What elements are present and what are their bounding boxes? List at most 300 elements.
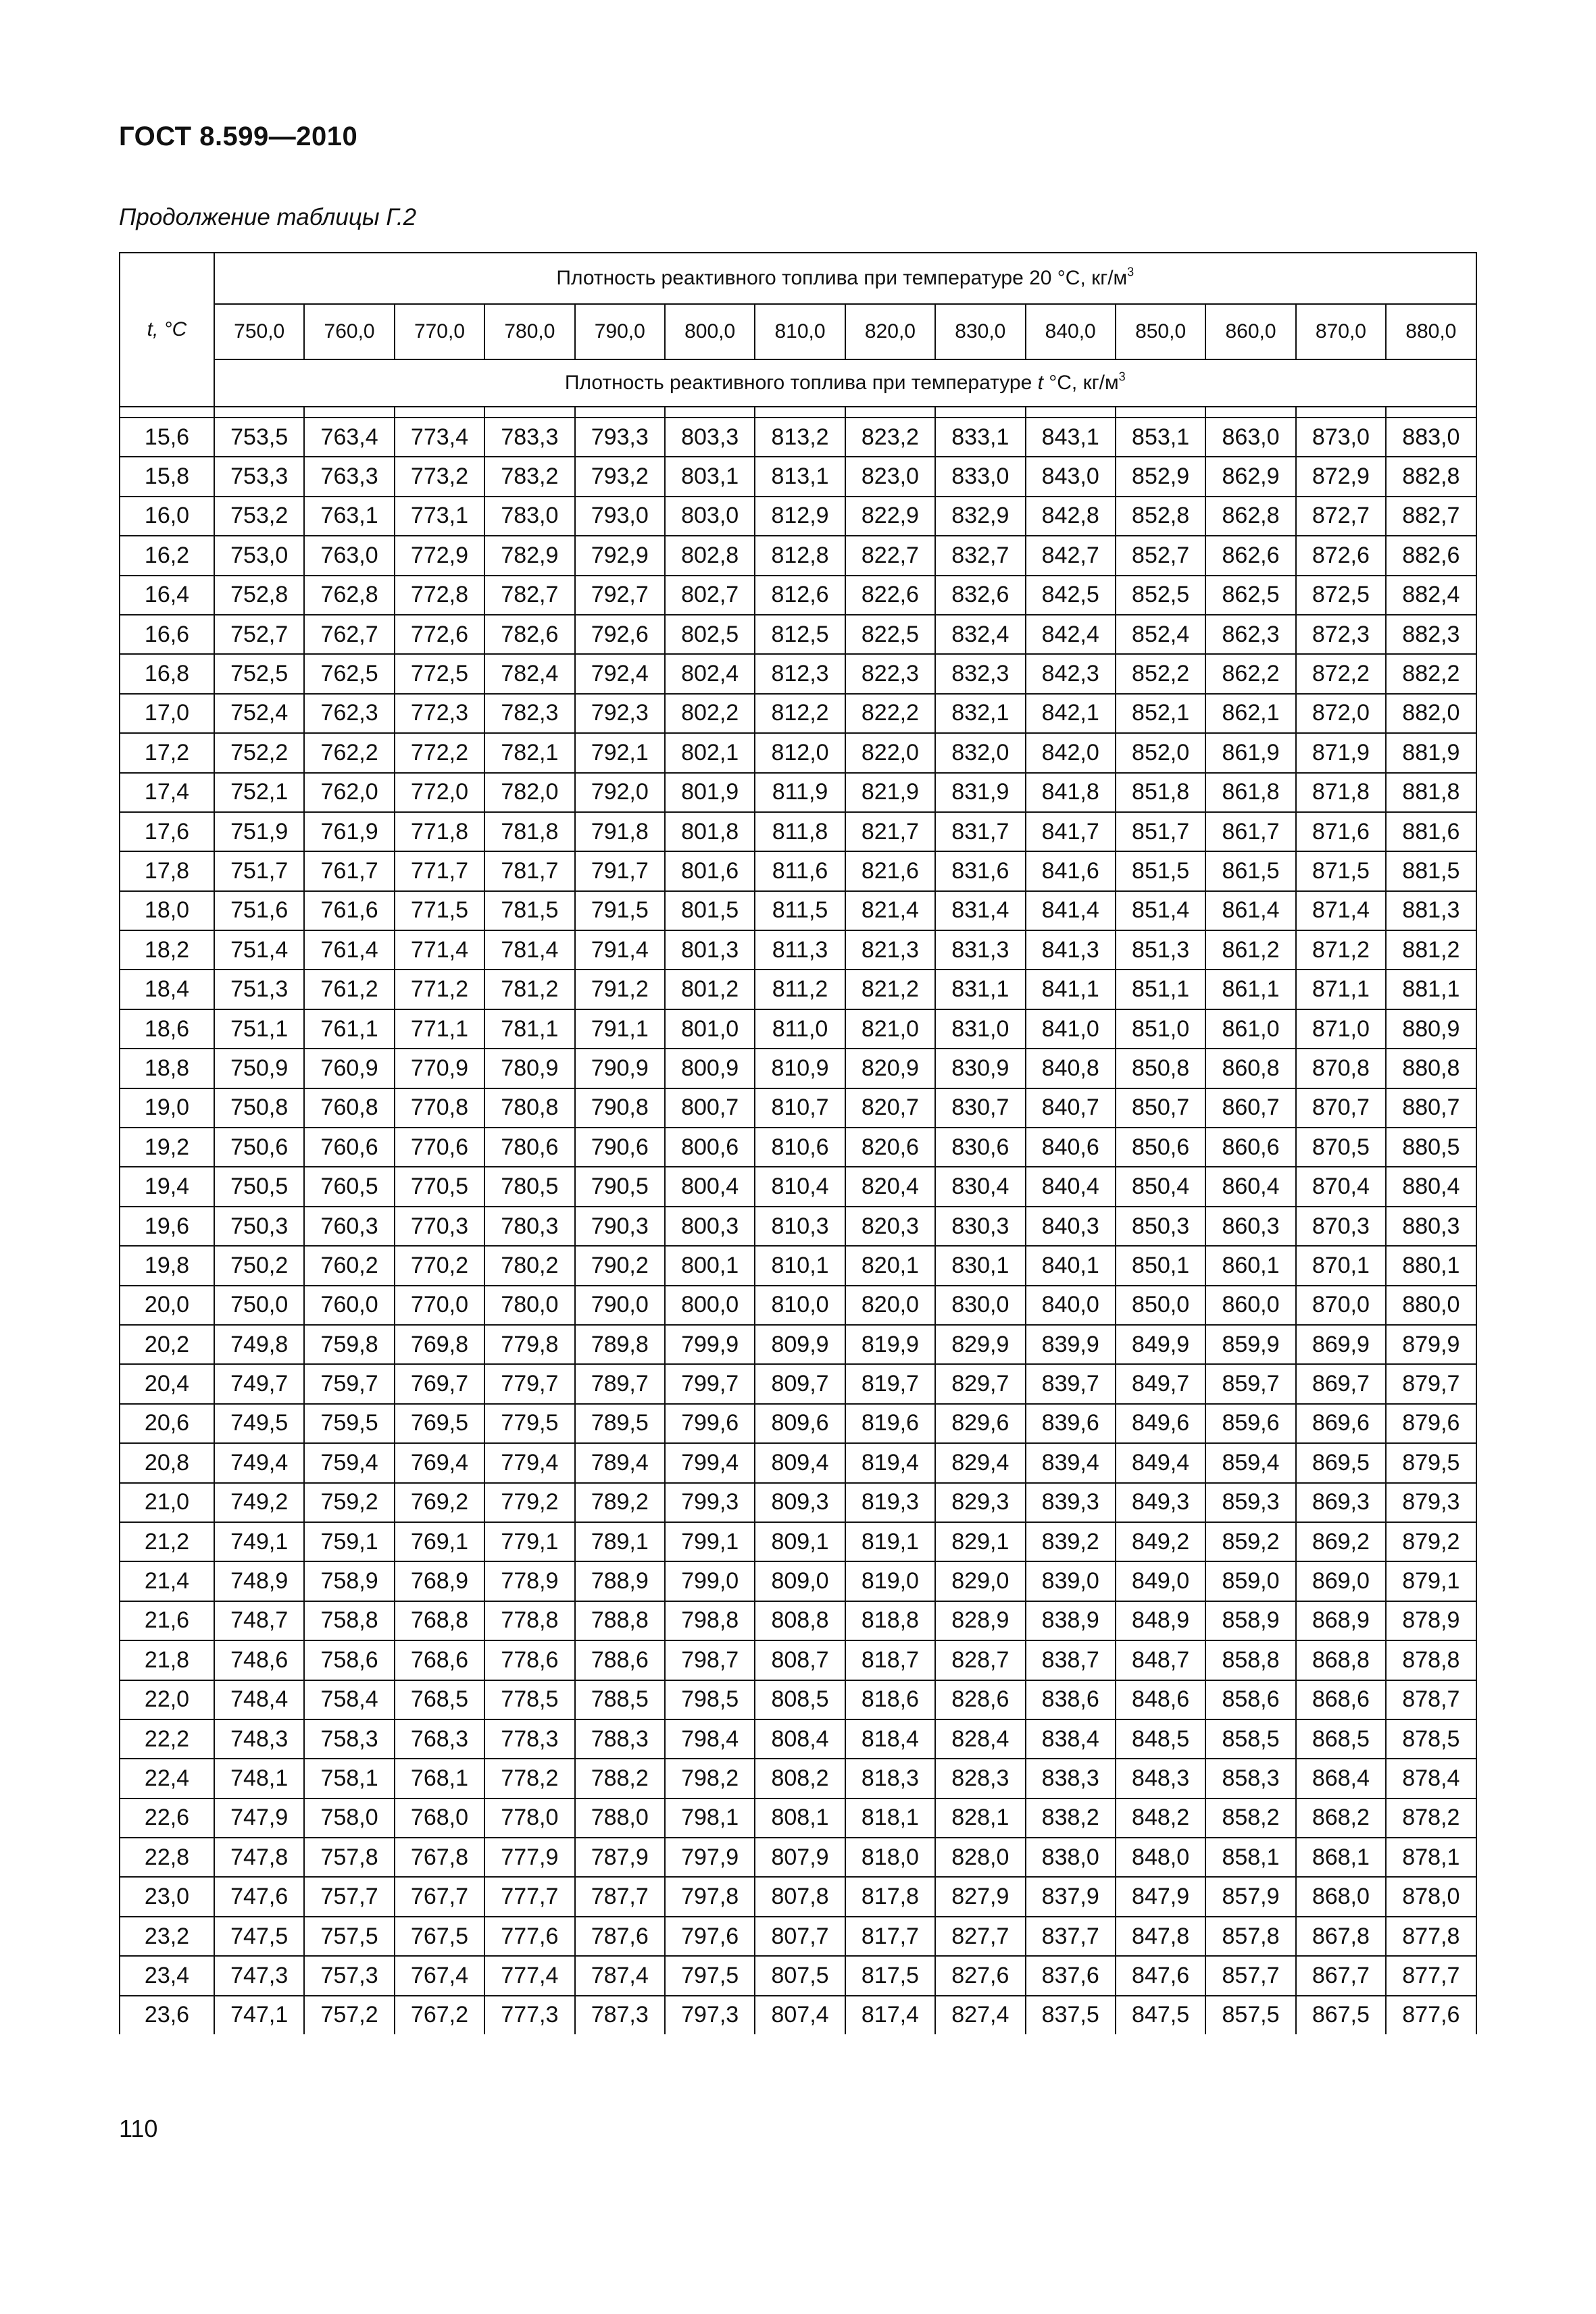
density-cell: 780,3 [484,1207,574,1246]
density-cell: 878,0 [1386,1877,1476,1916]
density-cell: 860,3 [1205,1207,1295,1246]
density-cell: 819,9 [845,1325,935,1364]
density-cell: 801,6 [665,851,755,890]
density-cell: 871,0 [1296,1009,1386,1049]
density-cell: 862,2 [1205,654,1295,693]
temperature-cell: 20,2 [120,1325,214,1364]
density-cell: 777,7 [484,1877,574,1916]
density-cell: 878,9 [1386,1601,1476,1640]
density-cell: 772,0 [395,773,484,812]
density-cell: 798,7 [665,1640,755,1680]
density-cell: 843,1 [1026,418,1116,457]
density-cell: 779,8 [484,1325,574,1364]
density-cell: 751,3 [214,970,304,1009]
density-cell: 759,5 [304,1404,394,1443]
density-cell: 748,7 [214,1601,304,1640]
density-cell: 810,6 [755,1128,845,1167]
density-cell: 871,2 [1296,930,1386,970]
density-cell: 841,8 [1026,773,1116,812]
density-cell: 758,1 [304,1759,394,1798]
density-cell: 849,7 [1116,1364,1205,1403]
density-cell: 870,7 [1296,1088,1386,1128]
density-cell: 762,8 [304,576,394,615]
column-header: 830,0 [935,304,1025,359]
density-cell: 749,4 [214,1443,304,1482]
density-cell: 859,4 [1205,1443,1295,1482]
density-cell: 838,2 [1026,1799,1116,1838]
density-cell: 871,8 [1296,773,1386,812]
density-cell: 879,5 [1386,1443,1476,1482]
column-header: 770,0 [395,304,484,359]
density-cell: 760,5 [304,1167,394,1206]
density-cell: 762,5 [304,654,394,693]
density-cell: 782,7 [484,576,574,615]
density-cell: 748,4 [214,1680,304,1719]
density-cell: 850,4 [1116,1167,1205,1206]
column-header: 860,0 [1205,304,1295,359]
density-cell: 882,6 [1386,536,1476,575]
density-cell: 752,4 [214,694,304,733]
density-cell: 848,0 [1116,1838,1205,1877]
temperature-cell: 15,8 [120,457,214,496]
density-cell: 790,6 [575,1128,665,1167]
density-cell: 811,0 [755,1009,845,1049]
density-cell: 782,3 [484,694,574,733]
density-cell: 781,1 [484,1009,574,1049]
density-cell: 771,7 [395,851,484,890]
density-cell: 869,9 [1296,1325,1386,1364]
temperature-cell: 17,8 [120,851,214,890]
temperature-cell: 16,8 [120,654,214,693]
density-cell: 803,1 [665,457,755,496]
column-header: 800,0 [665,304,755,359]
density-cell: 801,3 [665,930,755,970]
table-row [120,654,1476,693]
temperature-cell: 23,6 [120,1996,214,2034]
density-cell: 748,6 [214,1640,304,1680]
top-header-cell [214,253,1476,304]
column-header: 760,0 [304,304,394,359]
table-row [120,733,1476,772]
density-cell: 818,6 [845,1680,935,1719]
density-cell: 809,9 [755,1325,845,1364]
density-cell: 881,8 [1386,773,1476,812]
table-row [120,1443,1476,1482]
density-cell: 832,0 [935,733,1025,772]
density-cell: 872,5 [1296,576,1386,615]
density-cell: 780,5 [484,1167,574,1206]
temperature-cell: 16,6 [120,615,214,654]
density-cell: 769,1 [395,1522,484,1561]
density-cell: 779,7 [484,1364,574,1403]
density-cell: 829,3 [935,1483,1025,1522]
density-cell: 871,4 [1296,891,1386,930]
density-cell: 832,6 [935,576,1025,615]
density-cell: 828,9 [935,1601,1025,1640]
density-cell: 861,7 [1205,812,1295,851]
density-cell: 761,2 [304,970,394,1009]
density-cell: 749,2 [214,1483,304,1522]
density-cell: 851,1 [1116,970,1205,1009]
density-cell: 852,8 [1116,497,1205,536]
density-cell: 772,3 [395,694,484,733]
density-cell: 857,5 [1205,1996,1295,2034]
top-header-text: Плотность реактивного топлива при температуре 20 °С, кг/м [556,267,1128,289]
density-cell: 808,8 [755,1601,845,1640]
density-cell: 747,8 [214,1838,304,1877]
temperature-cell: 23,2 [120,1917,214,1956]
table-row [120,694,1476,733]
density-cell: 801,2 [665,970,755,1009]
density-cell: 819,7 [845,1364,935,1403]
density-cell: 868,4 [1296,1759,1386,1798]
header-row-columns [120,304,1476,359]
density-cell: 780,0 [484,1286,574,1325]
density-cell: 882,8 [1386,457,1476,496]
table-row [120,891,1476,930]
density-cell: 820,7 [845,1088,935,1128]
density-cell: 867,7 [1296,1956,1386,1995]
density-cell: 761,9 [304,812,394,851]
density-cell: 753,3 [214,457,304,496]
density-cell: 840,8 [1026,1049,1116,1088]
density-cell: 787,6 [575,1917,665,1956]
density-cell: 862,1 [1205,694,1295,733]
density-cell: 839,4 [1026,1443,1116,1482]
density-cell: 818,0 [845,1838,935,1877]
separator-cell [304,407,394,418]
density-cell: 859,9 [1205,1325,1295,1364]
density-cell: 749,1 [214,1522,304,1561]
density-cell: 831,1 [935,970,1025,1009]
density-cell: 880,8 [1386,1049,1476,1088]
density-cell: 881,5 [1386,851,1476,890]
density-cell: 823,0 [845,457,935,496]
density-cell: 762,3 [304,694,394,733]
density-cell: 822,2 [845,694,935,733]
density-cell: 852,9 [1116,457,1205,496]
density-cell: 763,1 [304,497,394,536]
density-cell: 752,2 [214,733,304,772]
density-cell: 758,4 [304,1680,394,1719]
density-cell: 780,6 [484,1128,574,1167]
density-cell: 860,7 [1205,1088,1295,1128]
column-header: 840,0 [1026,304,1116,359]
density-cell: 799,4 [665,1443,755,1482]
density-cell: 857,7 [1205,1956,1295,1995]
density-cell: 757,5 [304,1917,394,1956]
density-cell: 783,2 [484,457,574,496]
density-cell: 861,8 [1205,773,1295,812]
density-cell: 870,1 [1296,1246,1386,1285]
density-cell: 881,6 [1386,812,1476,851]
density-cell: 831,4 [935,891,1025,930]
density-cell: 808,4 [755,1719,845,1759]
density-cell: 770,6 [395,1128,484,1167]
density-cell: 827,4 [935,1996,1025,2034]
density-cell: 820,6 [845,1128,935,1167]
density-cell: 851,5 [1116,851,1205,890]
temperature-cell: 22,6 [120,1799,214,1838]
density-cell: 799,9 [665,1325,755,1364]
density-cell: 798,8 [665,1601,755,1640]
density-cell: 788,0 [575,1799,665,1838]
density-cell: 819,1 [845,1522,935,1561]
density-cell: 839,3 [1026,1483,1116,1522]
density-cell: 870,3 [1296,1207,1386,1246]
density-cell: 827,9 [935,1877,1025,1916]
density-cell: 817,7 [845,1917,935,1956]
density-cell: 799,0 [665,1561,755,1601]
t-column-header [120,253,214,407]
density-cell: 797,3 [665,1996,755,2034]
temperature-cell: 17,4 [120,773,214,812]
density-cell: 849,0 [1116,1561,1205,1601]
density-cell: 818,3 [845,1759,935,1798]
density-cell: 810,0 [755,1286,845,1325]
density-cell: 881,2 [1386,930,1476,970]
density-cell: 832,7 [935,536,1025,575]
density-cell: 771,2 [395,970,484,1009]
density-cell: 772,6 [395,615,484,654]
density-cell: 771,8 [395,812,484,851]
density-cell: 848,3 [1116,1759,1205,1798]
density-cell: 872,3 [1296,615,1386,654]
density-cell: 803,0 [665,497,755,536]
density-cell: 808,5 [755,1680,845,1719]
density-cell: 752,1 [214,773,304,812]
temperature-cell: 23,0 [120,1877,214,1916]
density-cell: 840,3 [1026,1207,1116,1246]
temperature-cell: 19,2 [120,1128,214,1167]
density-cell: 853,1 [1116,418,1205,457]
density-cell: 803,3 [665,418,755,457]
density-cell: 800,4 [665,1167,755,1206]
density-cell: 769,7 [395,1364,484,1403]
density-cell: 751,7 [214,851,304,890]
density-cell: 770,5 [395,1167,484,1206]
density-cell: 829,6 [935,1404,1025,1443]
table-row [120,1404,1476,1443]
density-cell: 850,8 [1116,1049,1205,1088]
density-cell: 879,2 [1386,1522,1476,1561]
density-cell: 861,0 [1205,1009,1295,1049]
density-cell: 760,6 [304,1128,394,1167]
density-cell: 870,8 [1296,1049,1386,1088]
density-cell: 880,7 [1386,1088,1476,1128]
density-cell: 832,1 [935,694,1025,733]
density-cell: 810,1 [755,1246,845,1285]
density-cell: 772,9 [395,536,484,575]
density-cell: 760,9 [304,1049,394,1088]
density-cell: 782,4 [484,654,574,693]
density-cell: 839,2 [1026,1522,1116,1561]
density-cell: 790,5 [575,1167,665,1206]
table-row [120,536,1476,575]
table-row [120,1167,1476,1206]
density-cell: 843,0 [1026,457,1116,496]
density-cell: 760,8 [304,1088,394,1128]
separator-cell [845,407,935,418]
density-cell: 840,7 [1026,1088,1116,1128]
table-row [120,1522,1476,1561]
density-cell: 827,6 [935,1956,1025,1995]
density-cell: 790,9 [575,1049,665,1088]
density-cell: 811,5 [755,891,845,930]
density-cell: 839,6 [1026,1404,1116,1443]
density-cell: 779,2 [484,1483,574,1522]
density-cell: 859,3 [1205,1483,1295,1522]
density-cell: 859,6 [1205,1404,1295,1443]
density-cell: 869,7 [1296,1364,1386,1403]
density-cell: 812,2 [755,694,845,733]
temperature-cell: 22,8 [120,1838,214,1877]
density-cell: 879,1 [1386,1561,1476,1601]
column-header: 750,0 [214,304,304,359]
density-cell: 832,3 [935,654,1025,693]
table-row [120,1049,1476,1088]
table-row [120,1088,1476,1128]
density-cell: 828,4 [935,1719,1025,1759]
table-row [120,1561,1476,1601]
density-cell: 868,9 [1296,1601,1386,1640]
density-cell: 872,2 [1296,654,1386,693]
temperature-cell: 21,0 [120,1483,214,1522]
density-cell: 778,8 [484,1601,574,1640]
page-number: 110 [119,2115,158,2142]
density-cell: 842,8 [1026,497,1116,536]
density-cell: 788,2 [575,1759,665,1798]
density-cell: 861,4 [1205,891,1295,930]
density-cell: 808,2 [755,1759,845,1798]
density-cell: 820,4 [845,1167,935,1206]
density-cell: 812,0 [755,733,845,772]
density-cell: 752,8 [214,576,304,615]
density-cell: 779,4 [484,1443,574,1482]
density-cell: 883,0 [1386,418,1476,457]
separator-cell [1026,407,1116,418]
density-cell: 747,6 [214,1877,304,1916]
density-cell: 877,8 [1386,1917,1476,1956]
density-cell: 771,4 [395,930,484,970]
density-cell: 810,4 [755,1167,845,1206]
density-cell: 822,6 [845,576,935,615]
density-cell: 807,9 [755,1838,845,1877]
temperature-cell: 22,4 [120,1759,214,1798]
density-cell: 817,4 [845,1996,935,2034]
density-cell: 788,8 [575,1601,665,1640]
density-cell: 879,6 [1386,1404,1476,1443]
density-cell: 817,5 [845,1956,935,1995]
density-cell: 867,5 [1296,1996,1386,2034]
density-cell: 800,6 [665,1128,755,1167]
density-cell: 802,1 [665,733,755,772]
density-cell: 869,0 [1296,1561,1386,1601]
temperature-cell: 20,8 [120,1443,214,1482]
density-cell: 808,1 [755,1799,845,1838]
temperature-cell: 17,6 [120,812,214,851]
table-row [120,1917,1476,1956]
density-cell: 770,0 [395,1286,484,1325]
temperature-cell: 22,0 [120,1680,214,1719]
density-cell: 809,0 [755,1561,845,1601]
density-cell: 802,7 [665,576,755,615]
table-row [120,1799,1476,1838]
density-cell: 777,9 [484,1838,574,1877]
density-cell: 841,3 [1026,930,1116,970]
table-row [120,1286,1476,1325]
density-cell: 792,1 [575,733,665,772]
density-cell: 800,3 [665,1207,755,1246]
density-cell: 837,9 [1026,1877,1116,1916]
temperature-cell: 21,6 [120,1601,214,1640]
density-cell: 822,3 [845,654,935,693]
density-cell: 862,9 [1205,457,1295,496]
density-cell: 859,2 [1205,1522,1295,1561]
temperature-cell: 16,0 [120,497,214,536]
density-cell: 781,2 [484,970,574,1009]
density-cell: 848,6 [1116,1680,1205,1719]
density-cell: 842,0 [1026,733,1116,772]
density-cell: 791,1 [575,1009,665,1049]
table-row [120,1838,1476,1877]
temperature-cell: 22,2 [120,1719,214,1759]
density-cell: 763,4 [304,418,394,457]
density-cell: 762,2 [304,733,394,772]
density-cell: 861,1 [1205,970,1295,1009]
density-cell: 752,7 [214,615,304,654]
density-cell: 747,9 [214,1799,304,1838]
density-cell: 801,8 [665,812,755,851]
density-cell: 810,3 [755,1207,845,1246]
density-cell: 821,7 [845,812,935,851]
density-cell: 849,6 [1116,1404,1205,1443]
density-cell: 811,8 [755,812,845,851]
density-cell: 857,9 [1205,1877,1295,1916]
density-cell: 798,5 [665,1680,755,1719]
density-table [119,252,1477,2034]
density-cell: 768,9 [395,1561,484,1601]
density-cell: 852,4 [1116,615,1205,654]
density-cell: 841,4 [1026,891,1116,930]
density-cell: 750,3 [214,1207,304,1246]
density-cell: 838,6 [1026,1680,1116,1719]
density-cell: 773,2 [395,457,484,496]
column-header: 780,0 [484,304,574,359]
density-cell: 842,3 [1026,654,1116,693]
table-row [120,1719,1476,1759]
density-cell: 789,1 [575,1522,665,1561]
density-cell: 778,2 [484,1759,574,1798]
density-cell: 787,7 [575,1877,665,1916]
density-cell: 781,7 [484,851,574,890]
density-cell: 750,5 [214,1167,304,1206]
density-cell: 822,9 [845,497,935,536]
density-cell: 812,6 [755,576,845,615]
header-row-bottom [120,359,1476,407]
density-cell: 747,3 [214,1956,304,1995]
density-cell: 810,9 [755,1049,845,1088]
density-cell: 748,1 [214,1759,304,1798]
density-cell: 771,1 [395,1009,484,1049]
density-cell: 840,1 [1026,1246,1116,1285]
table-row [120,773,1476,812]
density-cell: 838,3 [1026,1759,1116,1798]
table-row [120,1128,1476,1167]
density-cell: 808,7 [755,1640,845,1680]
density-cell: 837,5 [1026,1996,1116,2034]
table-container [119,252,1477,2034]
